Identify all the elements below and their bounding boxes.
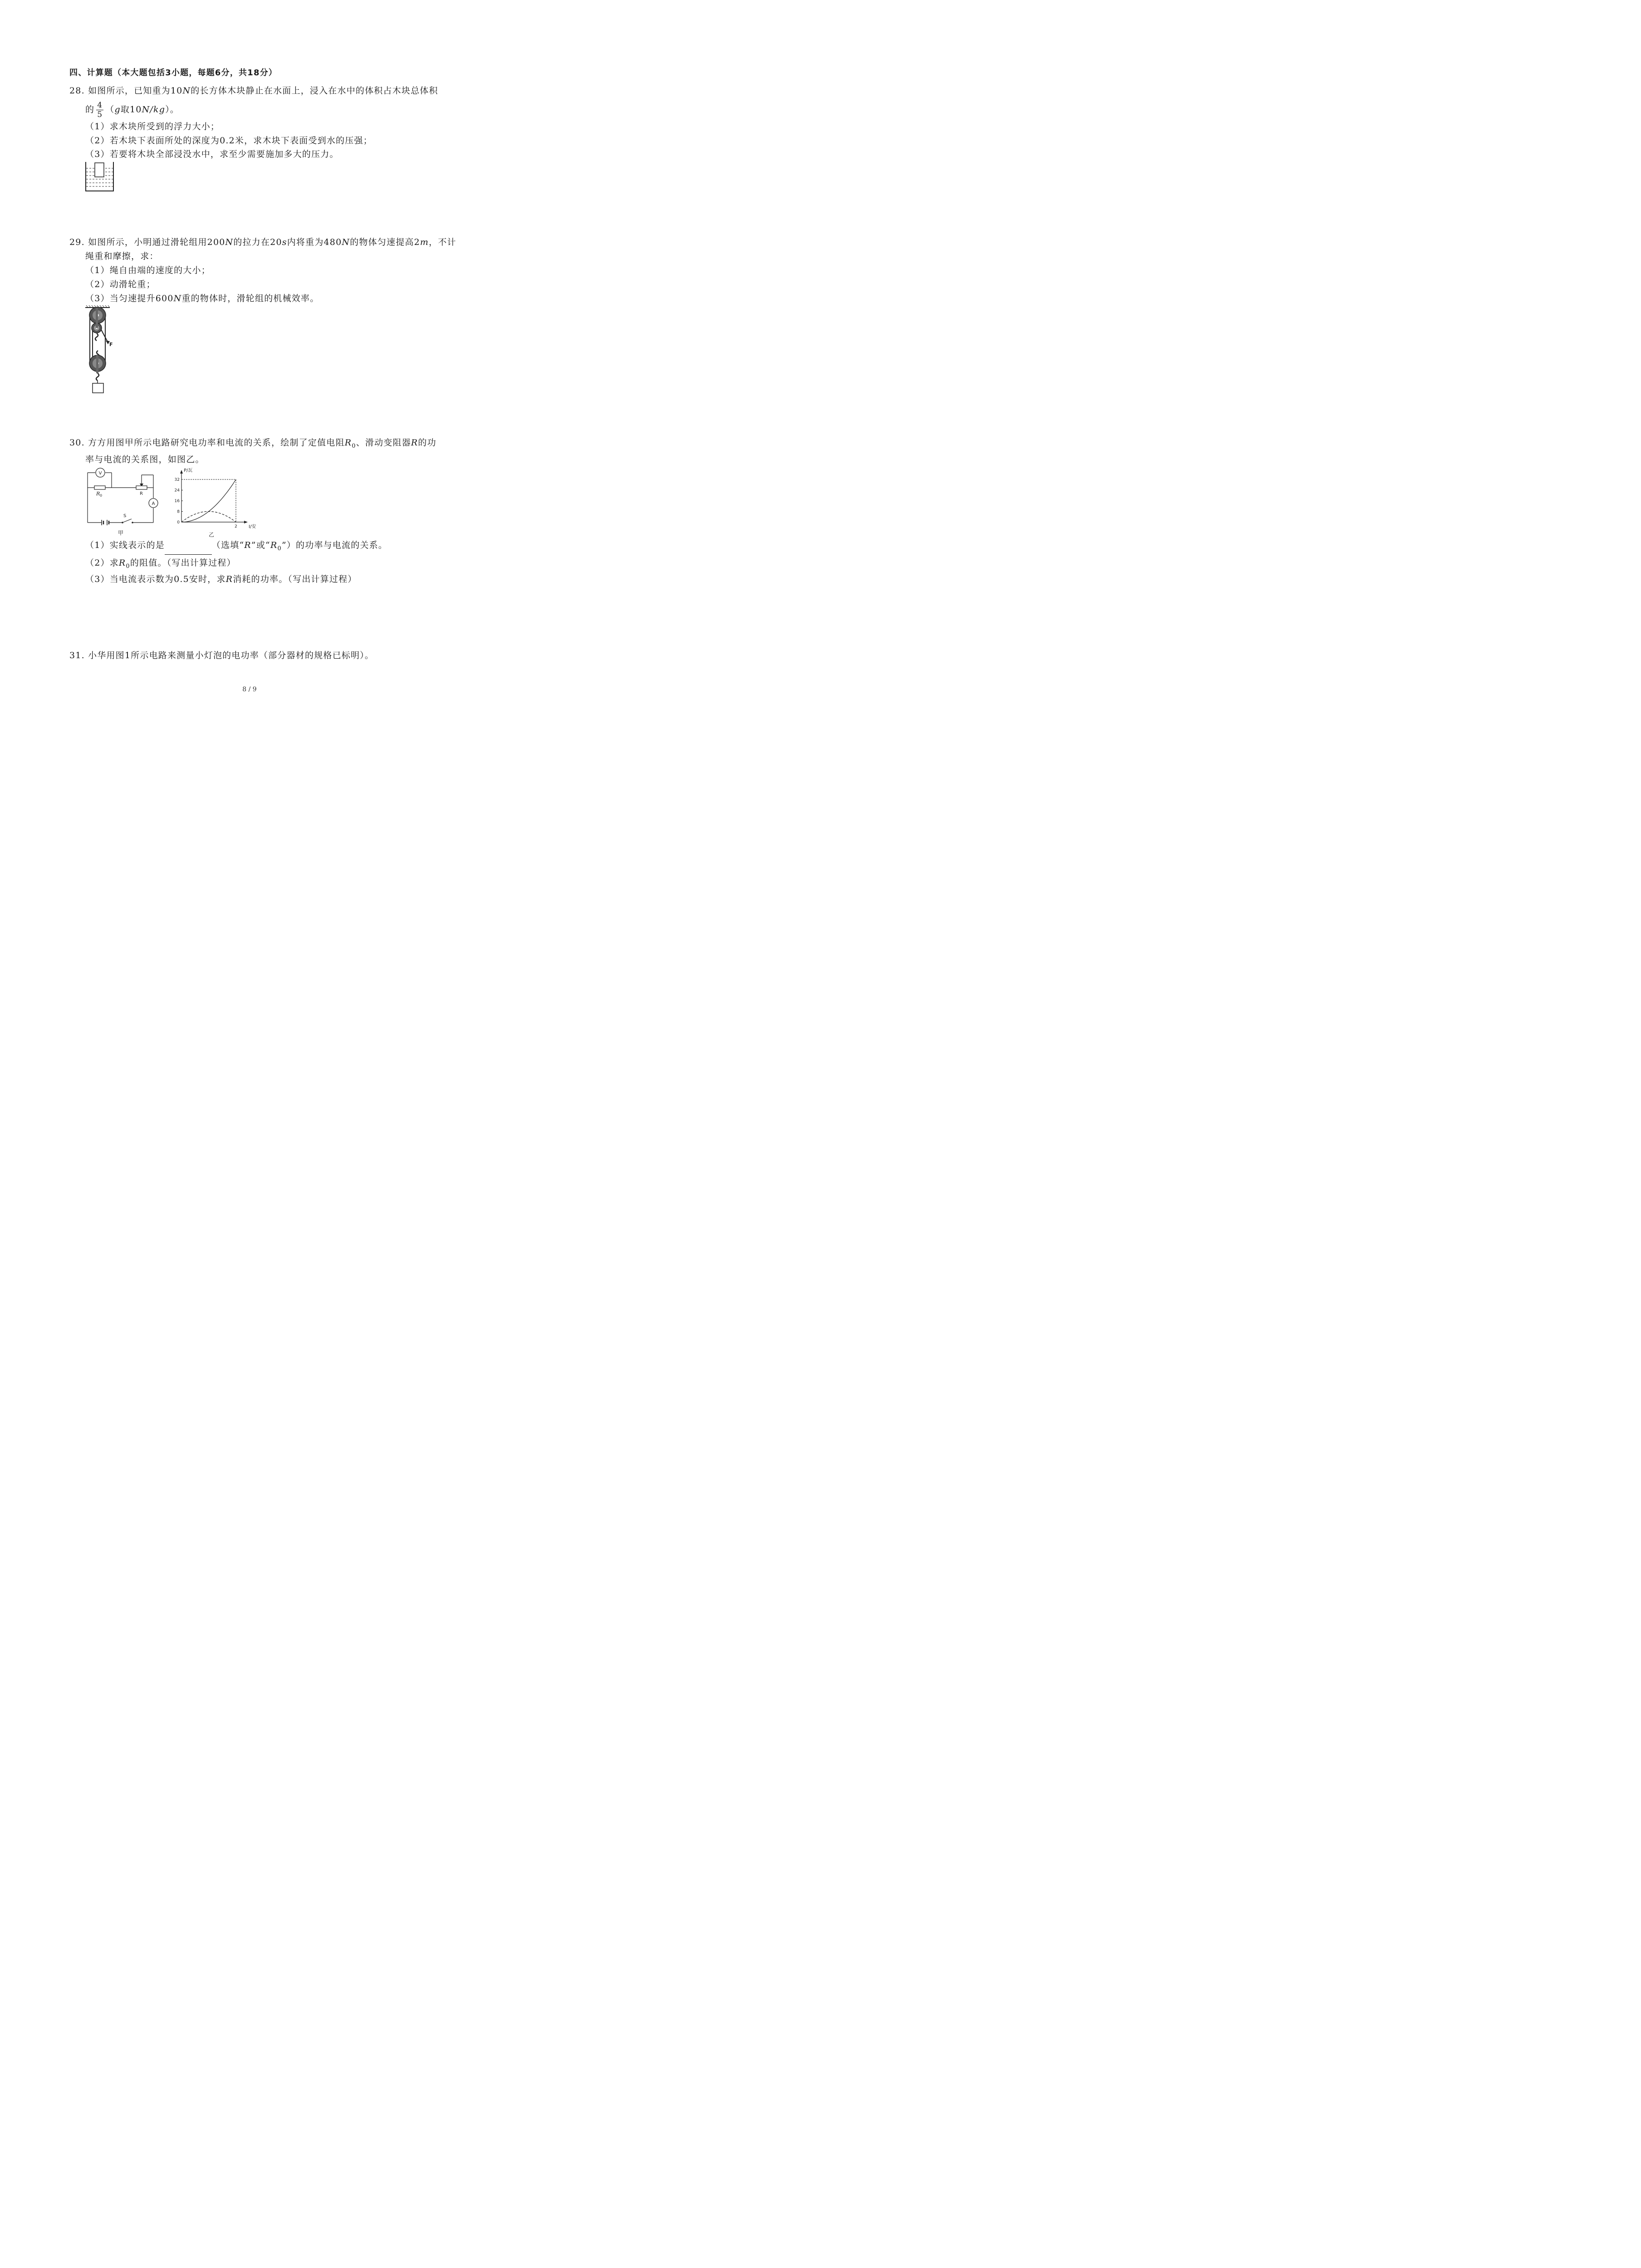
beaker-figure: [84, 161, 115, 193]
section-title: 四、计算题（本大题包括3小题，每题6分，共18分）: [69, 68, 278, 78]
fraction: $\frac{4}{5}$: [97, 101, 103, 119]
page-number: 8 / 9: [242, 686, 257, 693]
y-tick-label: 8: [177, 509, 180, 514]
q30-sub2: （2）求$R_0$的阻值。（写出计算过程）: [85, 558, 236, 570]
svg-text:0: 0: [100, 494, 103, 498]
battery-icon: [102, 520, 109, 525]
rheostat: [136, 486, 147, 489]
answer-blank[interactable]: [165, 545, 212, 555]
y-axis-arrow: [180, 470, 183, 474]
svg-text:A: A: [152, 501, 155, 506]
q30-sub1: （1）实线表示的是 （选填“R”或“$R_0$”）的功率与电流的关系。: [85, 539, 387, 555]
dashed-curve: [181, 512, 236, 523]
chart-caption: 乙: [209, 532, 215, 538]
q29-line1: 29. 如图所示，小明通过滑轮组用200N的拉力在20s内将重为480N的物体匀速提高2m，不计: [69, 237, 456, 247]
q30-line2: 率与电流的关系图，如图乙。: [85, 455, 205, 464]
q29-sub1: （1）绳自由端的速度的大小；: [85, 265, 211, 275]
q31-line1: 31. 小华用图1所示电路来测量小灯泡的电功率（部分器材的规格已标明）。: [69, 650, 374, 660]
q28-sub2: （2）若木块下表面所处的深度为0.2米，求木块下表面受到水的压强；: [85, 136, 372, 146]
y-tick-label: 0: [177, 520, 180, 525]
svg-text:甲: 甲: [118, 530, 124, 536]
q29-line2: 绳重和摩擦，求：: [85, 251, 159, 261]
q28-sub1: （1）求木块所受到的浮力大小；: [85, 122, 220, 132]
y-tick-label: 24: [174, 488, 180, 493]
svg-text:R: R: [96, 491, 100, 497]
y-tick-label: 32: [174, 478, 180, 482]
power-current-chart: [166, 466, 261, 539]
q29-sub2: （2）动滑轮重；: [85, 279, 156, 289]
q28-line2: 的 $\frac{4}{5}$ （g取10N/kg）。: [85, 101, 180, 119]
pulley-figure: [84, 305, 121, 394]
y-tick-label: 16: [174, 499, 180, 503]
q30-line1: 30. 方方用图甲所示电路研究电功率和电流的关系，绘制了定值电阻$R_0$、滑动变阻器R的功: [69, 438, 436, 450]
resistor-r0: [94, 486, 105, 489]
force-label: F: [109, 342, 113, 347]
x-tick-label: 2: [235, 524, 237, 529]
svg-text:S: S: [123, 513, 127, 518]
svg-text:V: V: [98, 471, 102, 476]
q28-line1: 28. 如图所示，已知重为10N的长方体木块静止在水面上，浸入在水中的体积占木块总体积: [69, 86, 438, 96]
wood-block: [95, 163, 104, 177]
y-axis-label: P/瓦: [184, 468, 193, 473]
circuit-diagram: [86, 468, 162, 539]
q28-sub3: （3）若要将木块全部浸没水中，求至少需要施加多大的压力。: [85, 149, 339, 159]
q30-sub3: （3）当电流表示数为0.5安时，求R消耗的功率。（写出计算过程）: [85, 574, 357, 584]
x-axis-label: I/安: [249, 524, 256, 529]
svg-text:R: R: [140, 491, 143, 496]
solid-curve: [181, 479, 236, 522]
q29-sub3: （3）当匀速提升600N重的物体时，滑轮组的机械效率。: [85, 293, 319, 303]
x-axis-arrow: [244, 521, 248, 523]
